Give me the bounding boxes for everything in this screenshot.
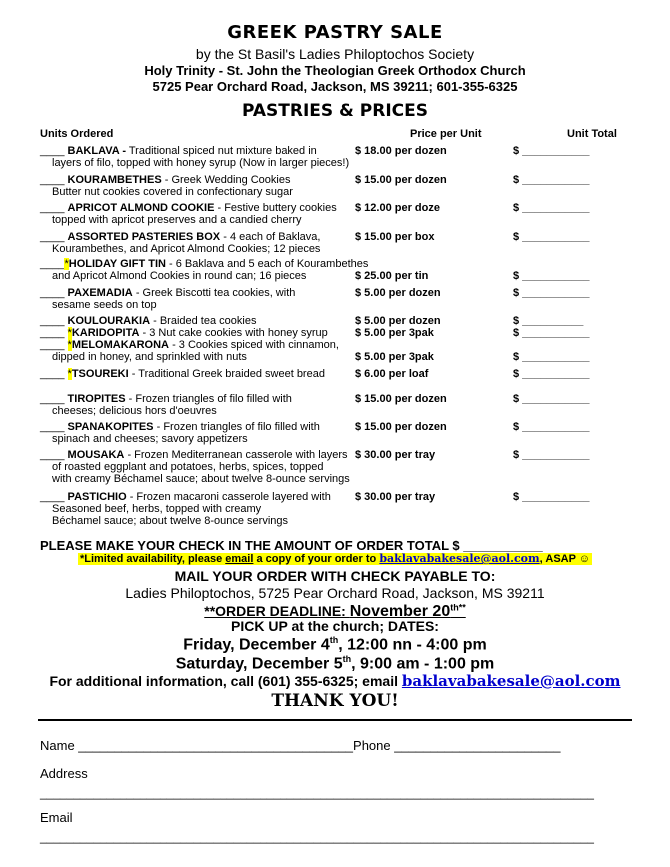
quantity-blank[interactable]: ____: [40, 393, 65, 405]
quantity-blank[interactable]: ____: [40, 449, 65, 461]
item-description-cont: dipped in honey, and sprinkled with nuts: [52, 351, 247, 363]
item-total-blank[interactable]: $ ___________: [513, 421, 590, 433]
quantity-blank[interactable]: ____: [40, 368, 65, 380]
item-description: - Festive buttery cookies: [217, 202, 337, 214]
check-instructions: PLEASE MAKE YOUR CHECK IN THE AMOUNT OF ORDER TOTAL $ ___________: [40, 538, 543, 553]
item-total-blank[interactable]: $ ___________: [513, 202, 590, 214]
info-prefix: For additional information, call (601) 355-6325; email: [49, 673, 402, 689]
church-name: Holy Trinity - St. John the Theologian Greek Orthodox Church: [144, 63, 526, 78]
address-label: Address: [40, 766, 88, 781]
item-description: - 6 Baklava and 5 each of Kourambethes: [169, 258, 369, 270]
deadline-date: November 20: [349, 602, 451, 620]
item-description: - Braided tea cookies: [153, 315, 257, 327]
email-field[interactable]: ___________________________________________________________________________________: [40, 830, 594, 844]
item-description-cont: cheeses; delicious hors d'oeuvres: [52, 405, 217, 417]
quantity-blank[interactable]: ____: [40, 287, 65, 299]
item-description: - 4 each of Baklava,: [223, 231, 321, 243]
item-description: - Frozen macaroni casserole layered with: [129, 491, 331, 503]
order-email-link[interactable]: baklavabakesale@aol.com: [379, 552, 540, 565]
item-description: - 3 Nut cake cookies with honey syrup: [142, 327, 328, 339]
item-description-cont: of roasted eggplant and potatoes, herbs, spices, topped: [52, 461, 324, 473]
item-total-blank[interactable]: $ ___________: [513, 231, 590, 243]
item-price: $ 15.00 per dozen: [355, 421, 447, 433]
address-field[interactable]: ___________________________________________________________________________________: [40, 786, 594, 800]
quantity-blank[interactable]: ____: [40, 258, 65, 270]
item-price: $ 12.00 per doze: [355, 202, 440, 214]
item-total-blank[interactable]: $ ___________: [513, 327, 590, 339]
item-name: PASTICHIO: [67, 491, 127, 503]
item-price: $ 18.00 per dozen: [355, 145, 447, 157]
deadline-sup: th**: [450, 602, 466, 612]
item-description: - Traditional Greek braided sweet bread: [131, 368, 325, 380]
item-description-cont: and Apricot Almond Cookies in round can; 16 pieces: [52, 270, 307, 282]
limited-availability-note: [0, 553, 670, 565]
sale-subtitle: by the St Basil's Ladies Philoptochos Society: [195, 46, 475, 62]
pickup-friday: [0, 636, 670, 653]
item-description-cont: layers of filo, topped with honey syrup (Now in larger pieces!): [52, 157, 350, 169]
limited-star: *: [64, 258, 69, 270]
item-total-blank[interactable]: $ ___________: [513, 270, 590, 282]
item-total-blank[interactable]: $ ___________: [513, 393, 590, 405]
item-description-cont: topped with apricot preserves and a candied cherry: [52, 214, 302, 226]
item-name: TIROPITES: [67, 393, 126, 405]
item-price: $ 5.00 per dozen: [355, 287, 441, 299]
section-title: PASTRIES & PRICES: [241, 101, 429, 121]
church-address: 5725 Pear Orchard Road, Jackson, MS 39211; 601-355-6325: [152, 79, 518, 94]
saturday-sup: th: [342, 654, 352, 664]
limited-prefix: *Limited availability, please: [79, 553, 226, 565]
saturday-date: Saturday, December 5: [175, 655, 343, 673]
item-description: - 3 Cookies spiced with cinnamon,: [172, 339, 339, 351]
pickup-saturday: [0, 655, 670, 672]
friday-date: Friday, December 4: [183, 636, 330, 654]
quantity-blank[interactable]: ____: [40, 174, 65, 186]
item-price: $ 30.00 per tray: [355, 491, 436, 503]
item-name: KOULOURAKIA: [67, 315, 151, 327]
item-price: $ 25.00 per tin: [355, 270, 429, 282]
item-description-cont: sesame seeds on top: [52, 299, 157, 311]
item-total-blank[interactable]: $ ___________: [513, 145, 590, 157]
item-name: SPANAKOPITES: [67, 421, 154, 433]
quantity-blank[interactable]: ____: [40, 145, 65, 157]
quantity-blank[interactable]: ____: [40, 327, 65, 339]
friday-sup: th: [329, 635, 339, 645]
pickup-heading: PICK UP at the church; DATES:: [231, 618, 439, 634]
item-description: - Frozen triangles of filo filled with: [128, 393, 292, 405]
item-price: $ 15.00 per dozen: [355, 174, 447, 186]
item-price: $ 15.00 per box: [355, 231, 435, 243]
item-description-cont: Seasoned beef, herbs, topped with creamy: [52, 503, 262, 515]
item-description-cont: Béchamel sauce; about twelve 8-ounce servings: [52, 515, 289, 527]
item-price: $ 6.00 per loaf: [355, 368, 429, 380]
item-description: - Greek Wedding Cookies: [164, 174, 291, 186]
item-total-blank[interactable]: $ ___________: [513, 174, 590, 186]
item-name: BAKLAVA -: [67, 145, 127, 157]
saturday-time: , 9:00 am - 1:00 pm: [351, 655, 495, 673]
item-description: - Frozen Mediterranean casserole with layers: [127, 449, 348, 461]
item-price: $ 5.00 per 3pak: [355, 351, 434, 363]
email-label: Email: [40, 810, 73, 825]
item-total-blank[interactable]: $ ___________: [513, 351, 590, 363]
item-description: - Greek Biscotti tea cookies, with: [135, 287, 296, 299]
item-name: MOUSAKA: [67, 449, 125, 461]
item-total-blank[interactable]: $ ___________: [513, 449, 590, 461]
item-total-blank[interactable]: $ __________: [513, 315, 584, 327]
limited-mid: a copy of your order to: [253, 553, 380, 565]
item-price: $ 5.00 per dozen: [355, 315, 441, 327]
sale-title: GREEK PASTRY SALE: [227, 22, 443, 43]
limited-star: *: [67, 339, 72, 351]
item-name: TSOUREKI: [71, 368, 129, 380]
item-total-blank[interactable]: $ ___________: [513, 491, 590, 503]
item-name: KOURAMBETHES: [67, 174, 162, 186]
item-description-cont: with creamy Béchamel sauce; about twelve 8-ounce servings: [52, 473, 350, 485]
info-email-link[interactable]: baklavabakesale@aol.com: [401, 672, 621, 690]
column-price-per-unit: Price per Unit: [410, 128, 482, 140]
deadline-prefix: **ORDER DEADLINE:: [204, 602, 350, 619]
item-name: APRICOT ALMOND COOKIE: [67, 202, 215, 214]
item-price: $ 15.00 per dozen: [355, 393, 447, 405]
item-name: MELOMAKARONA: [71, 339, 169, 351]
email-word: email: [225, 553, 254, 565]
limited-star: *: [67, 327, 72, 339]
thank-you: THANK YOU!: [271, 691, 399, 711]
item-description-cont: Kourambethes, and Apricot Almond Cookies; 12 pieces: [52, 243, 321, 255]
item-total-blank[interactable]: $ ___________: [513, 287, 590, 299]
quantity-blank[interactable]: ____: [40, 315, 65, 327]
friday-time: , 12:00 nn - 4:00 pm: [338, 636, 487, 654]
limited-star: *: [67, 368, 72, 380]
column-unit-total: Unit Total: [567, 128, 617, 140]
name-phone-field[interactable]: Name ______________________________________Phone _______________________: [40, 738, 561, 753]
item-description-cont: Butter nut cookies covered in confectionary sugar: [52, 186, 293, 198]
item-name: HOLIDAY GIFT TIN: [68, 258, 166, 270]
mail-order-heading: MAIL YOUR ORDER WITH CHECK PAYABLE TO:: [174, 568, 496, 584]
item-description: - Frozen triangles of filo filled with: [156, 421, 320, 433]
item-description: Traditional spiced nut mixture baked in: [128, 145, 317, 157]
item-name: KARIDOPITA: [71, 327, 140, 339]
limited-suffix: , ASAP ☺: [539, 553, 591, 565]
additional-info: [0, 674, 670, 689]
item-price: $ 30.00 per tray: [355, 449, 436, 461]
quantity-blank[interactable]: ____: [40, 491, 65, 503]
quantity-blank[interactable]: ____: [40, 339, 65, 351]
quantity-blank[interactable]: ____: [40, 202, 65, 214]
item-name: PAXEMADIA: [67, 287, 133, 299]
item-total-blank[interactable]: $ ___________: [513, 368, 590, 380]
divider: [38, 719, 632, 721]
column-units-ordered: Units Ordered: [40, 128, 114, 140]
item-name: ASSORTED PASTERIES BOX: [67, 231, 221, 243]
payable-address: Ladies Philoptochos, 5725 Pear Orchard Road, Jackson, MS 39211: [125, 585, 545, 601]
item-price: $ 5.00 per 3pak: [355, 327, 434, 339]
quantity-blank[interactable]: ____: [40, 231, 65, 243]
item-description-cont: spinach and cheeses; savory appetizers: [52, 433, 248, 445]
quantity-blank[interactable]: ____: [40, 421, 65, 433]
